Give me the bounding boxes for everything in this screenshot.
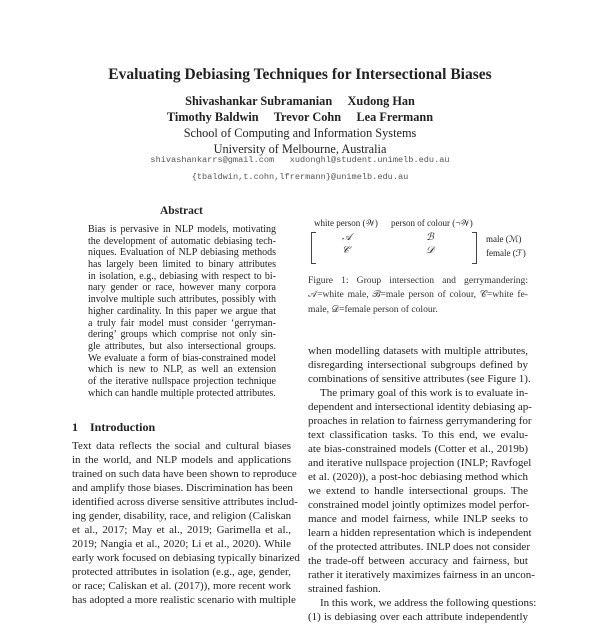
text-line: higher cardinality. In this paper we argue that [88,305,276,317]
text-line: mance and model fairness, while INLP seeks to [308,513,528,525]
text-line: and iterative nullspace projection (INLP; Ravfogel [308,457,532,469]
text-line: Bias is pervasive in NLP models, motivating [88,224,276,235]
text-line: nary gender or race, however many corpora [88,282,276,294]
text-line: when modelling datasets with multiple attributes, [308,345,528,357]
text-line: 𝒜=white male, ℬ=male person of colour, 𝒞=white fe- [308,289,528,301]
emails-line-2: {tbaldwin,t.cohn,lfrermann}@unimelb.edu.au [191,172,409,182]
text-line: text classification tasks. To this end, we evalu- [308,429,528,441]
section-title: Introduction [90,420,156,434]
text-line: in isolation, e.g., debiasing with respect to bi- [88,270,276,282]
text-line: or race; Caliskan et al. (2017)), more recent work [72,580,291,592]
right-column-text [308,344,537,624]
text-line: which can handle multiple protected attributes. [88,387,276,399]
fig-col-header-poc: person of colour (¬𝒲) [391,218,473,228]
text-line: dering’ groups which comprise not only sin- [88,329,276,341]
fig-col-header-white: white person (𝒲) [314,218,378,228]
text-line: the development of automatic debiasing tech- [88,235,276,247]
text-line: of the protected attributes. INLP does not consider [308,541,530,553]
author: Xudong Han [347,94,415,108]
text-line: the trade-off between accuracy and fairness, but [308,555,528,567]
text-line: male, 𝒟=female person of colour. [308,303,438,315]
right-bracket [472,232,477,264]
text-line: constrained model jointly optimizes model perfor- [308,499,530,511]
text-line: learn a hidden representation which is independent [308,527,532,539]
cell-c: 𝒞 [342,245,350,256]
row-label-male: male (ℳ) [486,234,522,244]
text-line: ate bias-constrained models (Cotter et al., 2019b) [308,443,528,455]
abstract-heading: Abstract [160,205,203,217]
text-line: In this work, we address the following questions: [320,597,537,609]
text-line: a truly fair model must consider ‘gerryman- [88,317,276,329]
paper-title: Evaluating Debiasing Techniques for Intersectional Biases [108,66,492,83]
text-line: Figure 1: Group intersection and gerrymandering: [308,275,528,286]
cell-a: 𝒜 [342,232,352,243]
text-line: trained on such data have been shown to reproduce [72,468,297,480]
text-line: (1) is debiasing over each attribute independently [308,611,528,623]
email: xudonghl@student.unimelb.edu.au [289,155,450,165]
text-line: has largely been limited to binary attributes [88,259,276,271]
cell-b: ℬ [426,232,434,243]
text-line: disregarding intersectional subgroups defined by [308,359,528,371]
figure-caption [308,274,528,317]
text-line: early work focused on debiasing typically binarized [72,552,300,564]
emails-line-1 [0,155,600,165]
text-line: 2019; Nangia et al., 2020; Li et al., 2020). While [72,538,291,550]
authors-line-1 [0,94,600,109]
affiliation-university: University of Melbourne, Australia [213,142,387,156]
intro-text [72,439,300,607]
text-line: strained fashion. [308,583,381,595]
text-line: and amplify those biases. Discrimination has been [72,482,293,494]
intro-heading [72,420,155,435]
author: Shivashankar Subramanian [185,94,333,108]
affiliation-school: School of Computing and Information Systems [183,126,417,140]
left-bracket [311,232,316,264]
authors-line-2 [0,110,600,125]
text-line: combinations of sensitive attributes (see Figure 1). [308,373,531,385]
text-line: of the iterative nullspace projection technique [88,375,276,387]
text-line: niques. Evaluation of NLP debiasing methods [88,247,276,259]
text-line: dependent and intersectional identity debiasing ap- [308,401,532,413]
text-line: The primary goal of this work is to evaluate in- [320,387,529,399]
author: Timothy Baldwin [166,110,259,124]
text-line: which is new to NLP, as well an extension [88,364,276,376]
text-line: Text data reflects the social and cultural biases [72,440,291,452]
text-line: rather it iteratively maximizes fairness in an uncon- [308,569,535,581]
text-line: We evaluate a form of bias-constrained model [88,352,276,364]
email: shivashankarrs@gmail.com [150,155,275,165]
section-number: 1 [72,420,78,434]
text-line: proaches in relation to fairness gerrymandering for [308,415,532,427]
text-line: et al., 2017; May et al., 2019; Garimella et al., [72,524,291,536]
row-label-female: female (ℱ) [486,248,526,258]
text-line: et al. (2020)), a post-hoc debiasing method which [308,471,528,483]
author: Lea Frermann [356,110,434,124]
text-line: we extend to handle intersectional groups. The [308,485,528,497]
cell-d: 𝒟 [426,245,434,256]
author: Trevor Cohn [273,110,342,124]
text-line: in the world, and NLP models and applications [72,454,291,466]
text-line: identified across diverse sensitive attributes includ- [72,496,298,508]
text-line: gle attributes, but also intersectional groups. [88,340,276,352]
text-line: ing gender, disability, race, and religion (Caliskan [72,510,292,522]
text-line: protected attributes in isolation (e.g., age, gender, [72,566,291,578]
abstract-text [88,224,276,399]
text-line: involve multiple such attributes, possibly with [88,294,276,306]
text-line: has adopted a more realistic scenario with multiple [72,594,296,606]
